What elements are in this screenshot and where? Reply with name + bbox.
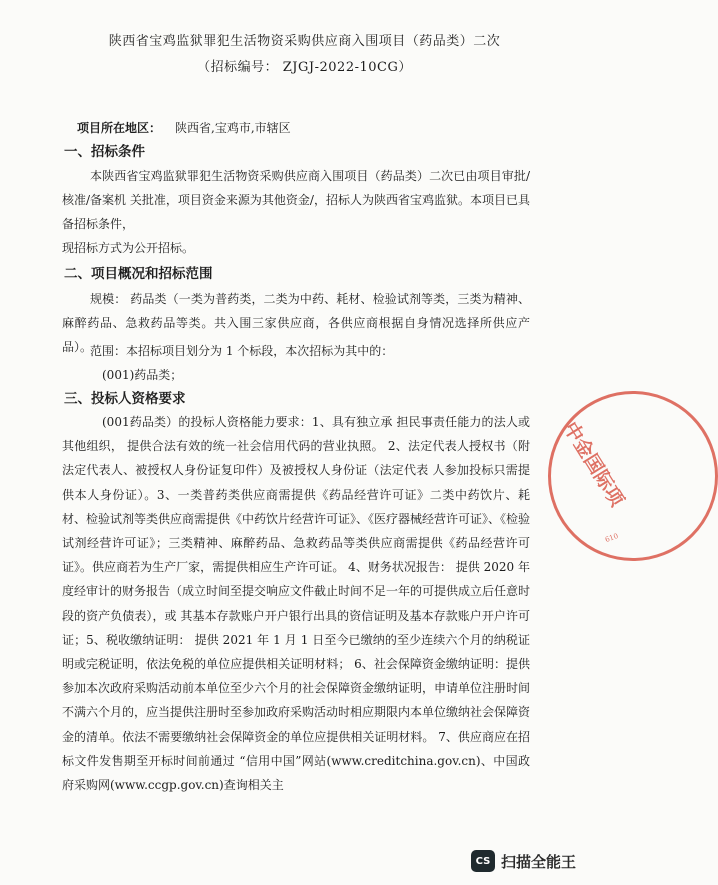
section-2-range: 范围：本招标项目划分为 1 个标段，本次招标为其中的： [90, 344, 394, 358]
section-3-heading: 三、投标人资格要求 [64, 391, 186, 407]
scanner-watermark [471, 847, 584, 875]
section-2-heading: 二、项目概况和招标范围 [64, 266, 213, 282]
location-label: 项目所在地区： [77, 121, 162, 135]
section-2-scale: 规模： 药品类（一类为普药类，二类为中药、耗材、检验试剂等类，三类为精神、麻醉药品、急救药品等类。共入围三家供应商，各供应商根据自身情况选择所供应产品）。 [62, 292, 530, 355]
seal-text: 中金国际项 [558, 418, 628, 511]
camscanner-logo-icon: CS [471, 850, 495, 872]
section-1-paragraph: 本陕西省宝鸡监狱罪犯生活物资采购供应商入围项目（药品类）二次已由项目审批/核准/备案机 关批准，项目资金来源为其他资金/，招标人为陕西省宝鸡监狱。本项目已具备招标条件， [62, 169, 530, 232]
tender-number: （招标编号： ZJGJ-2022-10CG） [197, 60, 412, 75]
watermark-text: 扫描全能王 [501, 852, 577, 871]
section-2-lot: (001)药品类； [102, 368, 183, 382]
section-1-heading: 一、招标条件 [64, 144, 145, 160]
company-seal [548, 391, 718, 561]
section-3-body: (001药品类）的投标人资格能力要求：1、具有独立承 担民事责任能力的法人或其他组织， 提供合法有效的统一社会信用代码的营业执照。 2、法定代表人授权书（附法定代表人、被授权人身份证复印件）及被授权人身份证（法定代表 人参加投标只需提供本人身份证）。3、一类普药类供应商需提供《药品经营许可证》二类中药饮片、耗材、检验试剂等类供应商需提供《中药饮片经营许可证》、《医疗器械经营许可证》、《检验试剂经营许可证》；三类精神、麻醉药品、急救药品等类供应商需提供《药品经营许可证》。供应商若为生产厂家，需提供相应生产许可证。 4、财务状况报告： 提供 2020 年度经审计的财务报告（成立时间至提交响应文件截止时间不足一年的可提供成立后任意时段的资产负债表），或 其基本存款账户开户银行出具的资信证明及基本存款账户开户许可证；5、税收缴纳证明： 提供 2021 年 1 月 1 日至今已缴纳的至少连续六个月的纳税证明或完税证明，依法免税的单位应提供相关证明材料； 6、社会保障资金缴纳证明：提供参加本次政府采购活动前本单位至少六个月的社会保障资金缴纳证明，申请单位注册时间不满六个月的，应当提供注册时至参加政府采购活动时相应期限内本单位缴纳社会保障资金的清单。依法不需要缴纳社会保障资金的单位应提供相关证明材料。 7、供应商应在招标文件发售期至开标时间前通过 “信用中国”网站(www.creditchina.gov.cn)、中国政府采购网(www.ccgp.gov.cn)查询相关主 [62, 415, 531, 793]
document-title: 陕西省宝鸡监狱罪犯生活物资采购供应商入围项目（药品类）二次 [108, 34, 501, 49]
project-location [77, 119, 291, 136]
section-1-method: 现招标方式为公开招标。 [62, 241, 195, 255]
seal-number: 610 [604, 531, 620, 545]
location-value: 陕西省,宝鸡市,市辖区 [175, 121, 291, 135]
